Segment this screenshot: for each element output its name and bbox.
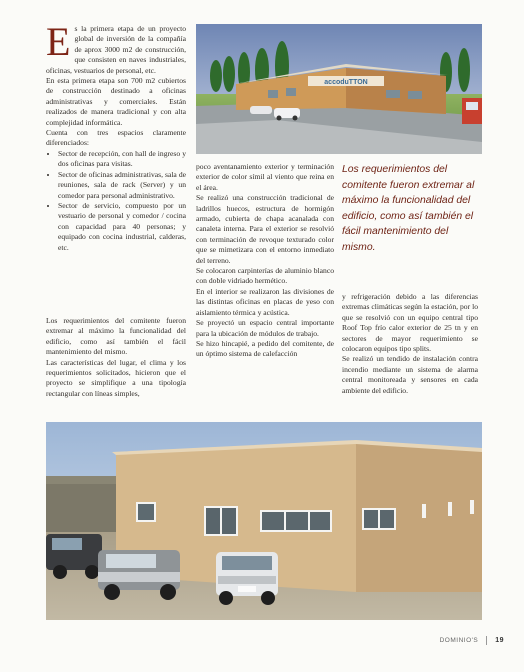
column-1-lower: [46, 316, 186, 399]
column-2-paragraph: Se hizo hincapié, a pedido del comitente, de un óptimo sistema de calefacción: [196, 338, 334, 359]
page-footer: [440, 636, 504, 645]
column-2-paragraph: En el interior se realizaron las divisiones de las distintas oficinas en placas de yeso con aislamiento térmica y acústica.: [196, 286, 334, 317]
render-sign-text: accoduTTON: [324, 79, 368, 86]
column-2-paragraph: Se colocaron carpinterías de aluminio blanco con doble vidriado hermético.: [196, 266, 334, 286]
intro-paragraph-1: s la primera etapa de un proyecto global de inversión de la compañía de aprox 3000 m2 de construcción, que consisten en naves industriales, oficinas, vestuarios de personal, etc.: [46, 24, 186, 75]
column-2: [196, 162, 334, 360]
column-2-paragraph: poco aventanamiento exterior y terminación exterior de color símil al viento que reina en el área.: [196, 162, 334, 192]
pull-quote: Los requerimientos del comitente fueron extremar al máximo la funcionalidad del edificio, como así también el fácil mantenimiento del mismo.: [342, 164, 475, 253]
intro-paragraph-3: Cuenta con tres espacios claramente diferenciados:: [46, 128, 186, 148]
magazine-name: DOMINIO'S: [439, 637, 479, 645]
sectors-list: [46, 149, 186, 253]
building-photo-image: [46, 422, 482, 620]
requirements-paragraph: Los requerimientos del comitente fueron extremar al máximo la funcionalidad del edificio, como así también el fácil mantenimiento del mismo.: [46, 316, 186, 357]
list-item: • Sector de servicio, compuesto por un vestuario de personal y comedor / cocina con capacidad para 40 personas; y equipado con cocina industrial, calderas, etc.: [58, 201, 186, 253]
list-item: • Sector de oficinas administrativas, sala de reuniones, sala de rack (Server) y un comedor para personal administrativo.: [58, 170, 186, 201]
column-2-paragraph: Se realizó una construcción tradicional de ladrillos huecos, estructura de hormigón armado, cubierta de chapa acanalada con canaleta interna. Para el exterior se resolvió con terminación de revoque texturado color que se mimetizara con el entorno inmediato del terreno.: [196, 193, 334, 265]
drop-cap: E: [46, 19, 71, 64]
list-item: • Sector de recepción, con hall de ingreso y dos oficinas para visitas.: [58, 149, 186, 170]
intro-paragraph-2: En esta primera etapa son 700 m2 cubiertos de construcción destinado a oficinas administrativas y comerciales. Están realizados de manera tradicional y con alta complejidad informática.: [46, 76, 186, 127]
column-3-paragraph: Se realizó un tendido de instalación contra incendio mediante un sistema de alarma central monitoreada y sensores en cada ambiente del edificio.: [342, 354, 478, 395]
page-number: 19: [495, 637, 504, 645]
column-2-paragraph: Se proyectó un espacio central importante para la ubicación de módulos de trabajo.: [196, 318, 334, 338]
column-3: [342, 292, 478, 396]
building-render-photo: [196, 24, 482, 154]
building-photo: [46, 422, 482, 620]
column-3-paragraph: y refrigeración debido a las diferencias extremas climáticas según la estación, por lo que se resolvió con un equipo central tipo Roof Top frío calor exterior de 25 tn y en sectores de mayor requerimiento se colocaron equipos tipo splits.: [342, 292, 478, 354]
building-render-image: [196, 24, 482, 154]
column-1: [46, 19, 186, 253]
characteristics-paragraph: Las características del lugar, el clima y los requerimientos solicitados, hicieron que el proyecto se simplifique a una tipología rectangular con líneas simples,: [46, 357, 186, 398]
footer-divider: [486, 636, 487, 645]
